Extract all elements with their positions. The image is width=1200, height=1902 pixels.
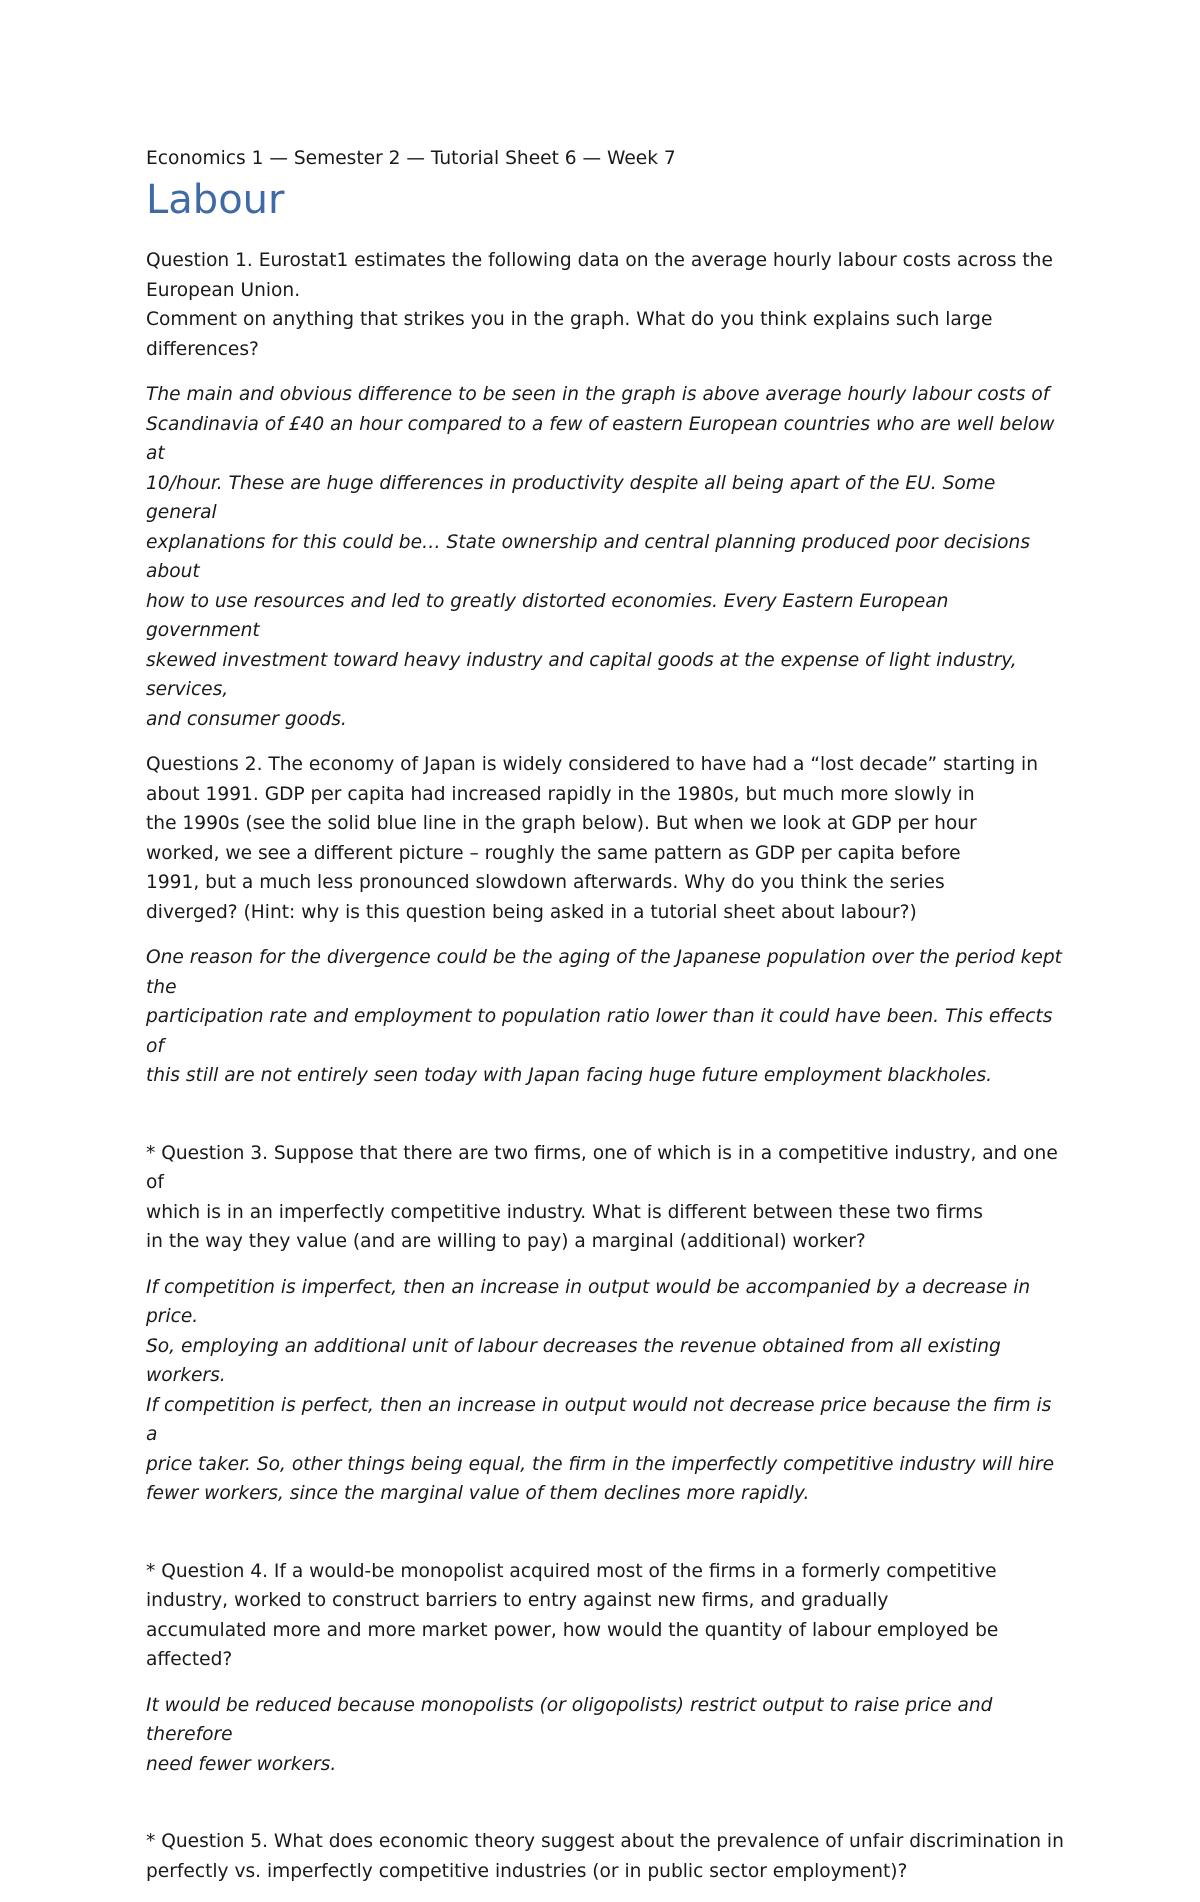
answer-line: this still are not entirely seen today with Japan facing huge future employment blackholes. [146, 1065, 993, 1086]
question-line: about 1991. GDP per capita had increased rapidly in the 1980s, but much more slowly in [146, 783, 975, 805]
question-line: Questions 2. The economy of Japan is widely considered to have had a “lost decade” starting in [146, 754, 1038, 775]
answer-line: and consumer goods. [146, 708, 347, 730]
answer-3 [146, 1273, 1066, 1509]
question-line: affected? [146, 1649, 233, 1670]
answer-line: Scandinavia of £40 an hour compared to a few of eastern European countries who are well below at [146, 413, 1055, 464]
question-line: * Question 3. Suppose that there are two firms, one of which is in a competitive industry, and one of [146, 1142, 1058, 1193]
question-line: worked, we see a different picture – roughly the same pattern as GDP per capita before [146, 842, 961, 864]
spacer [146, 1525, 1066, 1557]
document-page [146, 146, 1066, 1902]
answer-line: If competition is perfect, then an increase in output would not decrease price because the firm is a [146, 1394, 1052, 1445]
answer-line: It would be reduced because monopolists (or oligopolists) restrict output to raise price and therefore [146, 1694, 993, 1745]
question-line: Question 1. Eurostat1 estimates the following data on the average hourly labour costs across the [146, 250, 1053, 271]
answer-4 [146, 1691, 1066, 1780]
course-line: Economics 1 — Semester 2 — Tutorial Sheet 6 — Week 7 [146, 148, 676, 169]
answer-line: If competition is imperfect, then an increase in output would be accompanied by a decrease in price. [146, 1276, 1031, 1327]
answer-line: price taker. So, other things being equal, the firm in the imperfectly competitive industry will hire [146, 1453, 1055, 1475]
answer-1 [146, 380, 1066, 734]
question-line: 1991, but a much less pronounced slowdown afterwards. Why do you think the series [146, 872, 945, 893]
question-line: * Question 5. What does economic theory suggest about the prevalence of unfair discrimination in [146, 1831, 1064, 1852]
answer-line: skewed investment toward heavy industry and capital goods at the expense of light industry, services, [146, 649, 1017, 700]
question-line: industry, worked to construct barriers to entry against new firms, and gradually [146, 1590, 889, 1611]
answer-line: So, employing an additional unit of labour decreases the revenue obtained from all existing workers. [146, 1335, 1001, 1386]
page-title: Labour [146, 177, 285, 223]
question-line: perfectly vs. imperfectly competitive industries (or in public sector employment)? [146, 1860, 908, 1882]
answer-line: fewer workers, since the marginal value of them declines more rapidly. [146, 1483, 810, 1504]
answer-line: The main and obvious difference to be seen in the graph is above average hourly labour costs of [146, 384, 1050, 405]
question-line: which is in an imperfectly competitive industry. What is different between these two firms [146, 1201, 983, 1223]
question-3 [146, 1139, 1066, 1257]
answer-line: need fewer workers. [146, 1753, 337, 1775]
question-line: European Union. [146, 279, 301, 301]
question-line: differences? [146, 338, 259, 360]
question-2 [146, 750, 1066, 927]
answer-line: explanations for this could be… State ownership and central planning produced poor decisions about [146, 531, 1031, 582]
answer-line: One reason for the divergence could be the aging of the Japanese population over the period kept the [146, 947, 1062, 998]
question-line: Comment on anything that strikes you in the graph. What do you think explains such large [146, 309, 993, 330]
question-line: diverged? (Hint: why is this question being asked in a tutorial sheet about labour?) [146, 901, 917, 923]
answer-2 [146, 943, 1066, 1091]
answer-line: how to use resources and led to greatly distorted economies. Every Eastern European government [146, 590, 949, 641]
question-1 [146, 246, 1066, 364]
spacer [146, 1107, 1066, 1139]
spacer [146, 1795, 1066, 1827]
question-line: * Question 4. If a would-be monopolist acquired most of the firms in a formerly competitive [146, 1560, 997, 1582]
answer-line: 10/hour. These are huge differences in productivity despite all being apart of the EU. Some general [146, 472, 996, 523]
question-4 [146, 1557, 1066, 1675]
question-5 [146, 1827, 1066, 1886]
question-line: in the way they value (and are willing to pay) a marginal (additional) worker? [146, 1231, 866, 1252]
answer-line: participation rate and employment to population ratio lower than it could have been. This effects of [146, 1006, 1053, 1057]
question-line: the 1990s (see the solid blue line in the graph below). But when we look at GDP per hour [146, 813, 977, 834]
question-line: accumulated more and more market power, how would the quantity of labour employed be [146, 1619, 999, 1641]
